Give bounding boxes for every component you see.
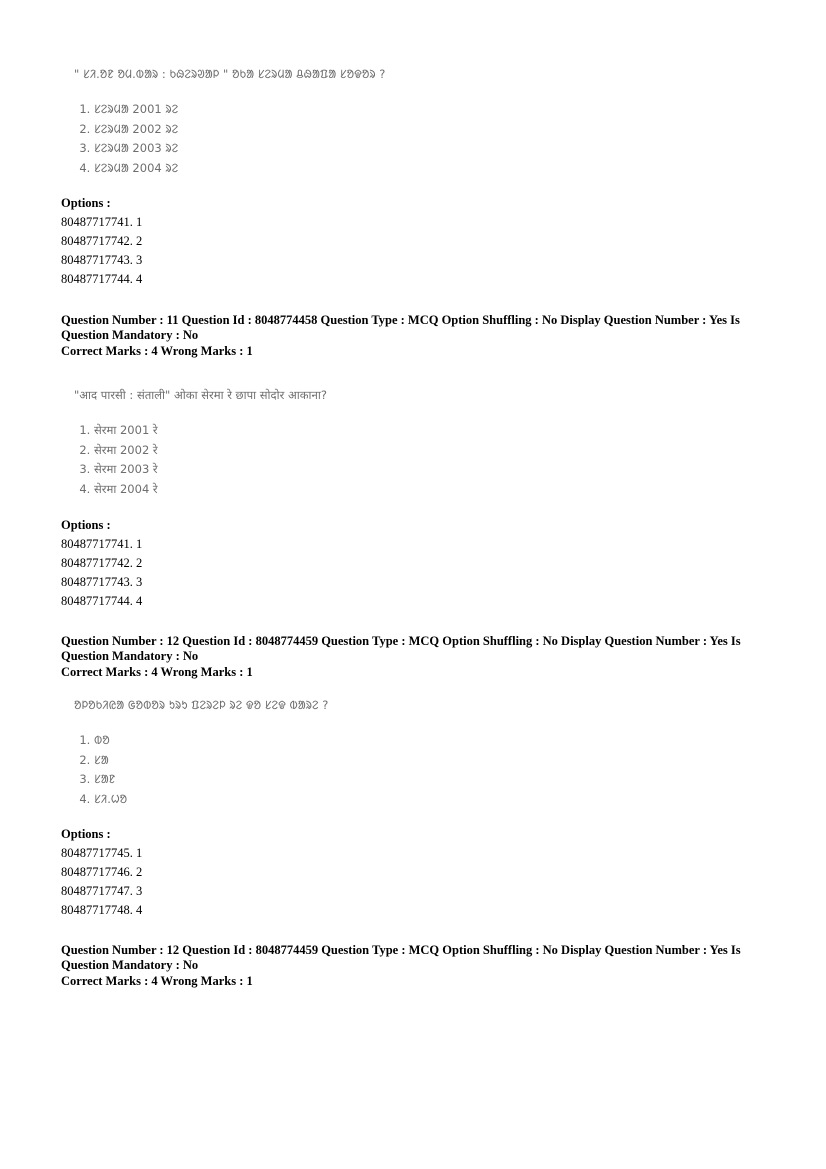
question-choice: 1. ᱥᱮᱨᱢᱟ 2001 ᱨᱮ [94,100,385,120]
question-stem: " ᱥᱤ.ᱚᱱ ᱚᱢ.ᱵᱟᱨ : ᱠᱷᱮᱨᱣᱟᱞ " ᱚᱠᱟ ᱥᱮᱨᱢᱟ ᱪᱷᱟᱯᱟ ᱥᱚᱫᱚᱨ ? [74,67,386,81]
options-list [61,825,142,920]
option-item: 80487717748. 4 [61,903,143,917]
question-choice: 1. सेरमा 2001 रे [94,421,327,441]
question-choice: 4. ᱥᱤ.ᱦᱚ [94,790,328,810]
question-marks: Correct Marks : 4 Wrong Marks : 1 [61,344,253,358]
options-heading: Options : [61,196,111,210]
question-choice: 1. ᱵᱚ [94,731,328,751]
question-meta [61,634,761,680]
question-meta [61,313,761,359]
options-heading: Options : [61,518,111,532]
option-item: 80487717741. 1 [61,215,143,229]
option-item: 80487717741. 1 [61,537,143,551]
option-item: 80487717747. 3 [61,884,143,898]
question-stem: ᱚᱞᱚᱠᱤᱭᱟ ᱜᱚᱵᱚᱨ ᱩᱨᱩ ᱯᱮᱨᱮᱞ ᱨᱮ ᱫᱚ ᱥᱮᱫ ᱵᱟᱨᱮ ? [74,698,329,712]
question-choices [74,100,385,178]
options-heading: Options : [61,827,111,841]
question-choice: 3. ᱥᱟᱱ [94,770,328,790]
question-meta [61,943,761,989]
question-marks: Correct Marks : 4 Wrong Marks : 1 [61,665,253,679]
question-image [74,388,327,499]
question-image [74,698,328,809]
question-choice: 2. सेरमा 2002 रे [94,441,327,461]
question-mandatory: Question Mandatory : No [61,648,199,663]
question-mandatory: Question Mandatory : No [61,957,199,972]
option-item: 80487717742. 2 [61,234,143,248]
question-mandatory: Question Mandatory : No [61,327,199,342]
question-stem: "आद पारसी : संताली" ओका सेरमा रे छापा सोदोर आकाना? [74,388,327,402]
question-choice: 2. ᱥᱮᱨᱢᱟ 2002 ᱨᱮ [94,120,385,140]
option-item: 80487717746. 2 [61,865,143,879]
question-meta-line: Question Number : 11 Question Id : 8048774458 Question Type : MCQ Option Shuffling : No Display Question Number : Yes Is [61,313,740,327]
option-item: 80487717743. 3 [61,575,143,589]
question-choice: 4. सेरमा 2004 रे [94,480,327,500]
question-choice: 2. ᱥᱟ [94,751,328,771]
option-item: 80487717745. 1 [61,846,143,860]
options-list [61,194,142,289]
question-image [74,67,385,178]
question-choice: 3. ᱥᱮᱨᱢᱟ 2003 ᱨᱮ [94,139,385,159]
question-choice: 4. ᱥᱮᱨᱢᱟ 2004 ᱨᱮ [94,159,385,179]
question-choices [74,731,328,809]
option-item: 80487717744. 4 [61,594,143,608]
question-meta-line: Question Number : 12 Question Id : 8048774459 Question Type : MCQ Option Shuffling : No Display Question Number : Yes Is [61,943,741,957]
question-meta-line: Question Number : 12 Question Id : 8048774459 Question Type : MCQ Option Shuffling : No Display Question Number : Yes Is [61,634,741,648]
option-item: 80487717742. 2 [61,556,143,570]
question-choice: 3. सेरमा 2003 रे [94,460,327,480]
option-item: 80487717743. 3 [61,253,143,267]
options-list [61,516,142,611]
option-item: 80487717744. 4 [61,272,143,286]
question-marks: Correct Marks : 4 Wrong Marks : 1 [61,974,253,988]
question-choices [74,421,327,499]
